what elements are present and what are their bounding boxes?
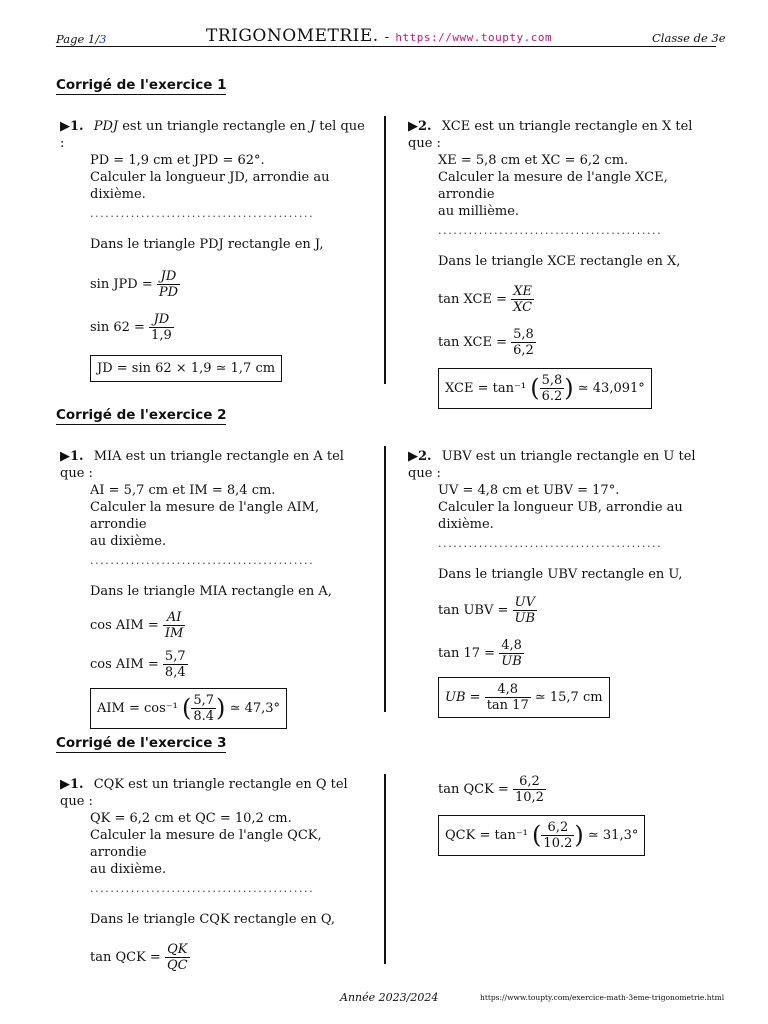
formula-1: [60, 269, 370, 300]
q-givens: UV = 4,8 cm et UBV = 17°.: [438, 483, 620, 498]
denominator: 1,9: [151, 328, 172, 343]
result-left: UB =: [445, 690, 481, 705]
q-instruction: Calculer la mesure de l'angle QCK, arrondie: [90, 828, 322, 860]
q-text: tel que :: [60, 119, 365, 151]
result-box: AIM = cos⁻¹ ( $\frac{5,7}{8.4}$ ) ≃ 47,3°: [90, 688, 287, 729]
numerator: 5,7: [193, 693, 215, 708]
solution-intro: Dans le triangle CQK rectangle en Q,: [90, 912, 335, 927]
result-left: QCK = tan⁻¹: [445, 828, 528, 843]
fraction: [163, 649, 188, 680]
dotted-separator: ............................................: [90, 207, 315, 220]
page-title: [206, 26, 552, 46]
result-right: ≃ 15,7 cm: [534, 690, 603, 705]
vertex: J: [309, 119, 316, 134]
fraction: [540, 373, 565, 404]
fraction: [541, 820, 574, 851]
formula-1: [60, 942, 370, 973]
denominator: XC: [513, 300, 533, 315]
result-wrapper: [408, 677, 718, 718]
result-wrapper: [60, 355, 370, 382]
numerator: AI: [163, 610, 185, 626]
result-left: XCE = tan⁻¹: [445, 381, 527, 396]
result-right: ≃ 43,091°: [577, 381, 645, 396]
result-left: AIM = cos⁻¹: [97, 701, 178, 716]
q-instruction: Calculer la mesure de l'angle XCE, arrondie: [438, 170, 668, 202]
q-instruction-cont: au dixième.: [90, 862, 167, 877]
q-givens: XE = 5,8 cm et XC = 6,2 cm.: [438, 153, 629, 168]
q-text: MIA est un triangle rectangle en A tel que :: [60, 449, 344, 481]
ex3-q2: [408, 774, 718, 856]
q-text: CQK est un triangle rectangle en Q tel que :: [60, 777, 348, 809]
footer-url-link[interactable]: https://www.toupty.com/exercice-math-3eme-trigonometrie.html: [480, 993, 725, 1002]
dotted-separator: ............................................: [90, 882, 315, 895]
page-total-link[interactable]: 3: [99, 32, 107, 46]
denominator: UB: [501, 654, 522, 669]
fraction: [511, 327, 536, 358]
solution-intro: Dans le triangle XCE rectangle en X,: [438, 254, 681, 269]
fraction: [511, 284, 534, 315]
q-text: XCE est un triangle rectangle en X tel que :: [408, 119, 693, 151]
fraction: [513, 774, 546, 805]
q-number: ▶2.: [408, 449, 432, 464]
q-number: ▶1.: [60, 777, 84, 792]
exercise-2-title: Corrigé de l'exercice 2: [56, 407, 227, 423]
formula-1: [408, 774, 718, 805]
fraction: [163, 610, 185, 641]
q-givens: AI = 5,7 cm et IM = 8,4 cm.: [90, 483, 276, 498]
result-box: JD = sin 62 × 1,9 ≃ 1,7 cm: [90, 355, 282, 382]
formula-left: tan QCK =: [438, 782, 509, 797]
formula-2: [60, 312, 370, 343]
fraction: [485, 682, 531, 713]
result-wrapper: [408, 815, 718, 856]
q-givens: QK = 6,2 cm et QC = 10,2 cm.: [90, 811, 292, 826]
numerator: QK: [165, 942, 190, 958]
dotted-separator: ............................................: [438, 537, 663, 550]
numerator: 4,8: [501, 638, 522, 653]
q-text: UBV est un triangle rectangle en U tel que :: [408, 449, 696, 481]
formula-left: sin JPD =: [90, 277, 153, 292]
q-instruction-cont: au millième.: [438, 204, 520, 219]
column-divider: [384, 116, 386, 384]
title-text: TRIGONOMETRIE.: [206, 26, 379, 46]
formula-2: [60, 649, 370, 680]
ex3-q1: [60, 776, 370, 973]
result-box: QCK = tan⁻¹ ( $\frac{6,2}{10.2}$ ) ≃ 31,3°: [438, 815, 645, 856]
formula-left: tan UBV =: [438, 603, 509, 618]
numerator: JD: [157, 269, 180, 285]
denominator: 10.2: [543, 836, 573, 851]
formula-left: tan QCK =: [90, 950, 161, 965]
exercise-1-title: Corrigé de l'exercice 1: [56, 77, 227, 93]
column-divider: [384, 774, 386, 964]
result-right: ≃ 31,3°: [587, 828, 639, 843]
result-wrapper: [60, 688, 370, 729]
fraction: [513, 595, 538, 626]
q-instruction: Calculer la mesure de l'angle AIM, arrondie: [90, 500, 320, 532]
solution-intro: Dans le triangle UBV rectangle en U,: [438, 567, 683, 582]
fraction: [157, 269, 180, 300]
q-number: ▶2.: [408, 119, 432, 134]
q-number: ▶1.: [60, 449, 84, 464]
formula-left: tan XCE =: [438, 292, 507, 307]
header-url-link[interactable]: https://www.toupty.com: [395, 31, 553, 44]
fraction: [499, 638, 524, 669]
solution-intro: Dans le triangle MIA rectangle en A,: [90, 584, 332, 599]
denominator: PD: [158, 285, 179, 300]
formula-2: [408, 638, 718, 669]
denominator: 10,2: [514, 790, 544, 805]
q-instruction: Calculer la longueur UB, arrondie au: [438, 500, 683, 515]
header-rule: [56, 46, 716, 47]
q-text: est un triangle rectangle en: [118, 119, 310, 134]
formula-2: [408, 327, 718, 358]
denominator: 6,2: [513, 343, 534, 358]
denominator: QC: [166, 958, 188, 973]
numerator: XE: [511, 284, 534, 300]
result-box: [438, 677, 610, 718]
numerator: UV: [513, 595, 538, 611]
formula-1: [408, 595, 718, 626]
numerator: 5,7: [164, 649, 186, 664]
triangle-name: PDJ: [93, 119, 119, 134]
formula-1: [60, 610, 370, 641]
dotted-separator: ............................................: [438, 224, 663, 237]
ex1-q1: [60, 118, 370, 382]
fraction: [191, 693, 216, 724]
q-givens: PD = 1,9 cm et JPD = 62°.: [90, 153, 265, 168]
page-prefix: Page 1/: [56, 32, 100, 46]
numerator: 5,8: [513, 327, 534, 342]
q-instruction: Calculer la longueur JD, arrondie au: [90, 170, 330, 185]
formula-left: sin 62 =: [90, 320, 145, 335]
denominator: 8.4: [193, 709, 215, 724]
classe-label: Classe de 3e: [652, 31, 726, 45]
exercise-3-title: Corrigé de l'exercice 3: [56, 735, 227, 751]
title-dash: -: [384, 30, 390, 45]
formula-left: cos AIM =: [90, 618, 159, 633]
denominator: tan 17: [486, 698, 529, 713]
dotted-separator: ............................................: [90, 554, 315, 567]
result-box: XCE = tan⁻¹ ( $\frac{5,8}{6.2}$ ) ≃ 43,091°: [438, 368, 652, 409]
numerator: 5,8: [541, 373, 563, 388]
ex2-q2: [408, 448, 718, 718]
column-divider: [384, 446, 386, 712]
numerator: 4,8: [485, 682, 531, 698]
formula-left: tan XCE =: [438, 335, 507, 350]
numerator: 6,2: [541, 820, 574, 836]
denominator: 8,4: [164, 665, 186, 680]
numerator: 6,2: [513, 774, 546, 790]
denominator: 6.2: [541, 389, 563, 404]
formula-left: tan 17 =: [438, 646, 496, 661]
q-instruction-cont: au dixième.: [90, 534, 167, 549]
fraction: [149, 312, 174, 343]
solution-intro: Dans le triangle PDJ rectangle en J,: [90, 237, 324, 252]
q-instruction-cont: dixième.: [90, 187, 146, 202]
formula-left: cos AIM =: [90, 657, 159, 672]
result-right: ≃ 47,3°: [229, 701, 281, 716]
q-instruction-cont: dixième.: [438, 517, 494, 532]
q-number: ▶1.: [60, 119, 84, 134]
ex2-q1: [60, 448, 370, 729]
numerator: JD: [149, 312, 174, 328]
denominator: IM: [164, 626, 184, 641]
denominator: UB: [514, 611, 536, 626]
fraction: [165, 942, 190, 973]
result-wrapper: [408, 368, 718, 409]
ex1-q2: [408, 118, 718, 409]
formula-1: [408, 284, 718, 315]
footer-year: Année 2023/2024: [340, 991, 439, 1004]
